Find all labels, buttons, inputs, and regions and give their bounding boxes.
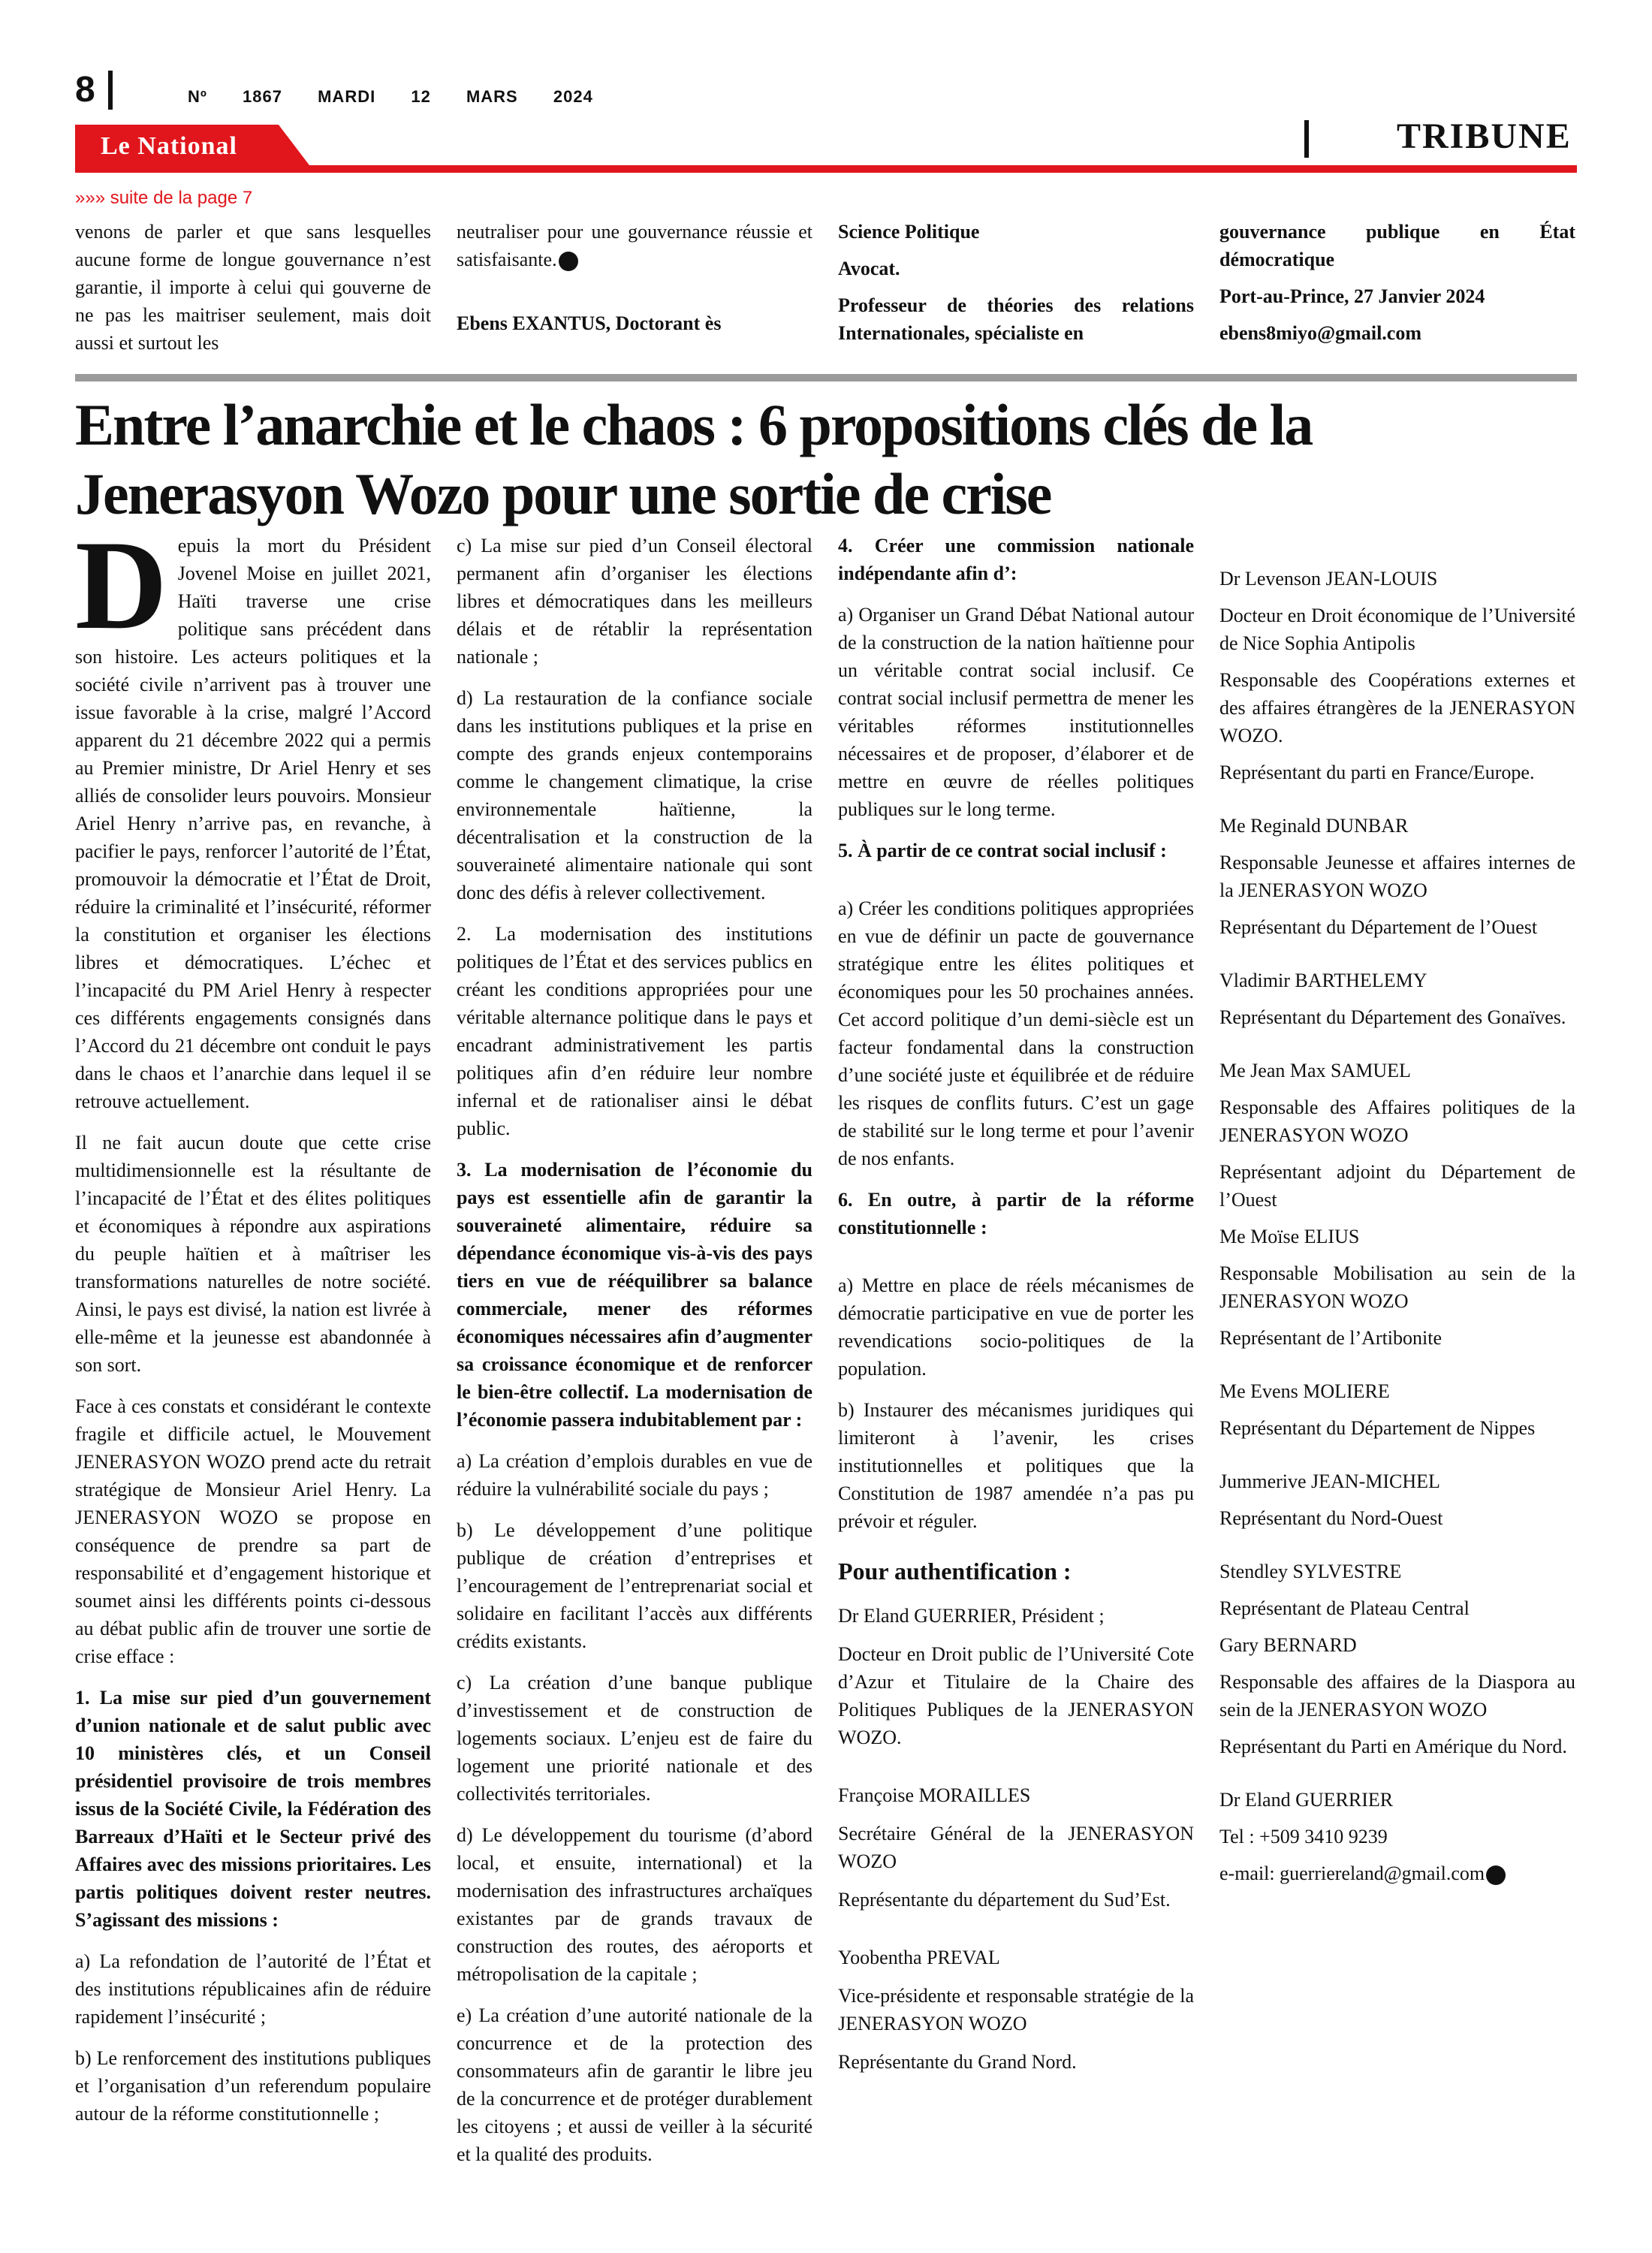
proposal-3: 3. La modernisation de l’économie du pays est essentielle afin de garantir la souveraineté alimentaire, réduire sa dépendance économique vis-à-vis des pays tiers en vue de rééquilibrer sa balance commerciale, mener des réformes économiques nécessaires afin d’augmenter sa croissance économique et de renforcer le bien-être collectif. La modernisation de l’économie passera indubitablement par : bbox=[457, 1159, 812, 1431]
intro-paragraph: Depuis la mort du Président Jovenel Moise en juillet 2021, Haïti traverse une crise politique sans précédent dans son histoire. Les acteurs politiques et la société civile n’arrivent pas à trouver une issue favorable à la crise, malgré l’Accord apparent du 21 décembre 2022 qui a permis au Premier ministre, Dr Ariel Henry et ses alliés de consolider leurs pouvoirs. Monsieur Ariel Henry n’arrive pas, en revanche, à pacifier le pays, renforcer l’autorité de l’État, promouvoir la démocratie et l’État de Droit, réduire la criminalité et l’insécurité, réformer la constitution et organiser les élections libres et démocratiques. L’échec et l’incapacité du PM Ariel Henry à respecter ces différents engagements consignés dans l’Accord du 21 décembre ont conduit le pays dans le chaos et l’anarchie dans lequel il se retrouve actuellement. bbox=[75, 514, 431, 1112]
signatory-role: Responsable Jeunesse et affaires internes de la JENERASYON WOZO bbox=[1219, 852, 1575, 901]
signatory-name: Dr Eland GUERRIER bbox=[1219, 1789, 1394, 1811]
proposal-item: b) Instaurer des mécanismes juridiques qui limiteront à l’avenir, les crises institutionnelles et politiques que la Constitution de 1987 amendée n’a pas pu prévoir et réguler. bbox=[838, 1399, 1194, 1532]
section-label: TRIBUNE bbox=[1397, 116, 1572, 156]
mission-item: c) La mise sur pied d’un Conseil électoral permanent afin d’organiser les élections libres et démocratiques dans les meilleurs délais et de rétablir la représentation nationale ; bbox=[457, 535, 812, 668]
header-rule bbox=[75, 165, 1577, 173]
signatory-role: Représentant du Parti en Amérique du Nord. bbox=[1219, 1736, 1567, 1757]
signatory-role: Représentante du Grand Nord. bbox=[838, 2051, 1077, 2073]
authentication-heading: Pour authentification : bbox=[838, 1558, 1072, 1585]
continuation-text: neutraliser pour une gouvernance réussie et satisfaisante. bbox=[457, 221, 812, 270]
contact-email: e-mail: guerriereland@gmail.com bbox=[1219, 1859, 1575, 1887]
signatory-role: Représentant du Nord-Ouest bbox=[1219, 1507, 1443, 1529]
proposal-4: 4. Créer une commission nationale indépendante afin d’: bbox=[838, 535, 1194, 584]
paragraph: Il ne fait aucun doute que cette crise multidimensionnelle est la résultante de l’incapacité de l’État et des élites politiques et économiques à répondre aux aspirations du peuple haïtien et à maîtriser les transformations naturelles de notre société. Ainsi, le pays est divisé, la nation est livrée à elle-même et la jeunesse est abandonnée à son sort. bbox=[75, 1132, 431, 1376]
signatory-role: Docteur en Droit économique de l’Université de Nice Sophia Antipolis bbox=[1219, 605, 1575, 654]
signatory-name: Françoise MORAILLES bbox=[838, 1784, 1031, 1806]
signatory-role: Représentant adjoint du Département de l’Ouest bbox=[1219, 1161, 1575, 1211]
article-headline: Entre l’anarchie et le chaos : 6 propositions clés de la Jenerasyon Wozo pour une sortie de crise bbox=[75, 392, 1313, 526]
article-column-4 bbox=[1219, 565, 1575, 1896]
continuation-column-2 bbox=[457, 218, 812, 337]
signatory-role: Représentant du Département de Nippes bbox=[1219, 1417, 1536, 1439]
signatory-role: Représentant du Département des Gonaïves. bbox=[1219, 1006, 1566, 1028]
signatory-role: Secrétaire Général de la JENERASYON WOZO bbox=[838, 1823, 1194, 1872]
issue-line bbox=[188, 87, 593, 107]
author-title: Avocat. bbox=[838, 258, 900, 279]
issue-month: MARS bbox=[466, 87, 518, 106]
signatory-name: Yoobentha PREVAL bbox=[838, 1947, 1000, 1968]
signatory-name: Gary BERNARD bbox=[1219, 1634, 1357, 1656]
mission-item: a) La refondation de l’autorité de l’État et des institutions républicaines afin de réduire rapidement l’insécurité ; bbox=[75, 1950, 431, 2028]
paragraph: Face à ces constats et considérant le contexte fragile et difficile actuel, le Mouvement JENERASYON WOZO prend acte du retrait stratégique de Monsieur Ariel Henry. La JENERASYON WOZO se propose en conséquence de prendre sa part de responsabilité et d’engagement historique et soumet ainsi les différents points ci-dessous au débat public afin de trouver une sortie de crise efface : bbox=[75, 1395, 431, 1667]
newspaper-brand: Le National bbox=[101, 132, 237, 160]
signatory-name: Me Moïse ELIUS bbox=[1219, 1226, 1360, 1247]
proposal-6: 6. En outre, à partir de la réforme constitutionnelle : bbox=[838, 1189, 1194, 1238]
continuation-column-1 bbox=[75, 218, 431, 357]
proposal-item: a) Organiser un Grand Débat National autour de la construction de la nation haïtienne pour un véritable contrat social inclusif. Ce contrat social inclusif permettra de mener les véritables réformes institutionnelles nécessaires et de proposer, d’élaborer et de mettre en œuvre de réelles politiques publiques sur le long terme. bbox=[838, 604, 1194, 820]
signatory-role: Responsable Mobilisation au sein de la JENERASYON WOZO bbox=[1219, 1262, 1575, 1312]
section-divider bbox=[1304, 120, 1309, 158]
proposal-5: 5. À partir de ce contrat social inclusif : bbox=[838, 840, 1167, 861]
economy-item: b) Le développement d’une politique publique de création d’entreprises et l’encouragement de l’entreprenariat social et solidaire en facilitant l’accès aux différents crédits existants. bbox=[457, 1519, 812, 1652]
signatory-name: Dr Eland GUERRIER, Président ; bbox=[838, 1605, 1105, 1627]
signatory-role: Représentant de Plateau Central bbox=[1219, 1597, 1470, 1619]
signatory-name: Me Jean Max SAMUEL bbox=[1219, 1060, 1411, 1081]
mission-item: b) Le renforcement des institutions publiques et l’organisation d’un referendum populaire autour de la réforme constitutionnelle ; bbox=[75, 2047, 431, 2125]
signatory-role: Responsable des Affaires politiques de la JENERASYON WOZO bbox=[1219, 1096, 1575, 1146]
contact-phone: Tel : +509 3410 9239 bbox=[1219, 1826, 1388, 1847]
article-column-2 bbox=[457, 532, 812, 2182]
author-title: Professeur de théories des relations Internationales, spécialiste en bbox=[838, 294, 1194, 344]
proposal-item: a) Mettre en place de réels mécanismes de démocratie participative en vue de porter les revendications socio-politiques de la population. bbox=[838, 1274, 1194, 1380]
author-signature: Ebens EXANTUS, Doctorant ès bbox=[457, 312, 722, 334]
signatory-role: Responsable des Coopérations externes et des affaires étrangères de la JENERASYON WOZO. bbox=[1219, 669, 1575, 746]
issue-day: 12 bbox=[411, 87, 431, 106]
economy-item: d) Le développement du tourisme (d’abord local, et ensuite, international) et la modernisation des infrastructures archaïques existantes par de grands travaux de construction des routes, des aéroports et métropolisation de la capitale ; bbox=[457, 1824, 812, 1985]
issue-year: 2024 bbox=[553, 87, 593, 106]
article-column-3 bbox=[838, 532, 1194, 2086]
author-title: gouvernance publique en État démocratique bbox=[1219, 221, 1575, 270]
continuation-text: venons de parler et que sans lesquelles aucune forme de longue gouvernance n’est garantie, il importe à celui qui gouverne de ne pas les maitriser seulement, mais doit aussi et surtout les bbox=[75, 221, 431, 354]
signatory-role: Vice-présidente et responsable stratégie de la JENERASYON WOZO bbox=[838, 1985, 1194, 2034]
signatory-role: Responsable des affaires de la Diaspora au sein de la JENERASYON WOZO bbox=[1219, 1671, 1575, 1721]
dateline: Port-au-Prince, 27 Janvier 2024 bbox=[1219, 285, 1485, 307]
proposal-item: a) Créer les conditions politiques appropriées en vue de définir un pacte de gouvernance stratégique entre les élites politiques et économiques pour les 50 prochaines années. Cet accord politique d’un demi-siècle est un facteur fondamental dans la construction d’une société juste et équilibrée et de réduire les risques de conflits futurs. C’est un gage de stabilité sur le long terme et pour l’avenir de nos enfants. bbox=[838, 897, 1194, 1169]
end-mark-icon bbox=[1486, 1865, 1506, 1885]
proposal-1: 1. La mise sur pied d’un gouvernement d’union nationale et de salut public avec 10 ministères clés, et un Conseil présidentiel provisoire de trois membres issus de la Société Civile, la Fédération des Barreaux d’Haïti et le Secteur privé des Affaires avec des missions prioritaires. Les partis politiques doivent rester neutres. S’agissant des missions : bbox=[75, 1687, 431, 1931]
signatory-name: Jummerive JEAN-MICHEL bbox=[1219, 1470, 1440, 1492]
mission-item: d) La restauration de la confiance sociale dans les institutions publiques et la prise en compte des grands enjeux contemporains comme le changement climatique, la crise environnementale haïtienne, la décentralisation et la construction de la souveraineté alimentaire nationale qui sont donc des défis à relever collectivement. bbox=[457, 687, 812, 903]
signatory-name: Vladimir BARTHELEMY bbox=[1219, 970, 1427, 991]
economy-item: e) La création d’une autorité nationale de la concurrence et de la protection des consommateurs afin de garantir le libre jeu de la concurrence et de protéger durablement les citoyens ; et aussi de veiller à la sécurité et la qualité des produits. bbox=[457, 2004, 812, 2165]
signatory-role: Représentante du département du Sud’Est. bbox=[838, 1889, 1171, 1911]
economy-item: c) La création d’une banque publique d’investissement et de construction de logements sociaux. L’enjeu est de faire du logement une priorité nationale et des collectivités territoriales. bbox=[457, 1672, 812, 1805]
article-column-1 bbox=[75, 514, 431, 2141]
signatory-role: Docteur en Droit public de l’Université Cote d’Azur et Titulaire de la Chaire des Politiques Publiques de la JENERASYON WOZO. bbox=[838, 1643, 1194, 1748]
signatory-name: Stendley SYLVESTRE bbox=[1219, 1561, 1402, 1582]
author-email: ebens8miyo@gmail.com bbox=[1219, 322, 1421, 344]
signatory-role: Représentant du Département de l’Ouest bbox=[1219, 916, 1538, 938]
signatory-name: Me Reginald DUNBAR bbox=[1219, 815, 1409, 837]
signatory-role: Représentant du parti en France/Europe. bbox=[1219, 762, 1535, 783]
signatory-role: Représentant de l’Artibonite bbox=[1219, 1327, 1442, 1349]
continuation-column-4 bbox=[1219, 218, 1575, 347]
signatory-name: Dr Levenson JEAN-LOUIS bbox=[1219, 568, 1438, 590]
continuation-column-3 bbox=[838, 218, 1194, 347]
page-number: 8 bbox=[75, 70, 95, 110]
economy-item: a) La création d’emplois durables en vue de réduire la vulnérabilité sociale du pays ; bbox=[457, 1450, 812, 1500]
page-number-divider bbox=[108, 71, 113, 110]
signatory-name: Me Evens MOLIERE bbox=[1219, 1380, 1390, 1402]
end-mark-icon bbox=[559, 252, 578, 271]
issue-weekday: MARDI bbox=[318, 87, 376, 106]
article-divider bbox=[75, 374, 1577, 382]
drop-cap: D bbox=[75, 514, 167, 656]
proposal-2: 2. La modernisation des institutions politiques de l’État et des services publics en créant les conditions appropriées pour une véritable alternance politique dans le pays et encadrant administrativement les partis politiques afin d’en réduire leur nombre infernal et de rationaliser ainsi le débat public. bbox=[457, 923, 812, 1139]
author-title: Science Politique bbox=[838, 221, 980, 243]
issue-number: Nº 1867 bbox=[188, 87, 282, 106]
continued-from-note: »»» suite de la page 7 bbox=[75, 188, 253, 208]
